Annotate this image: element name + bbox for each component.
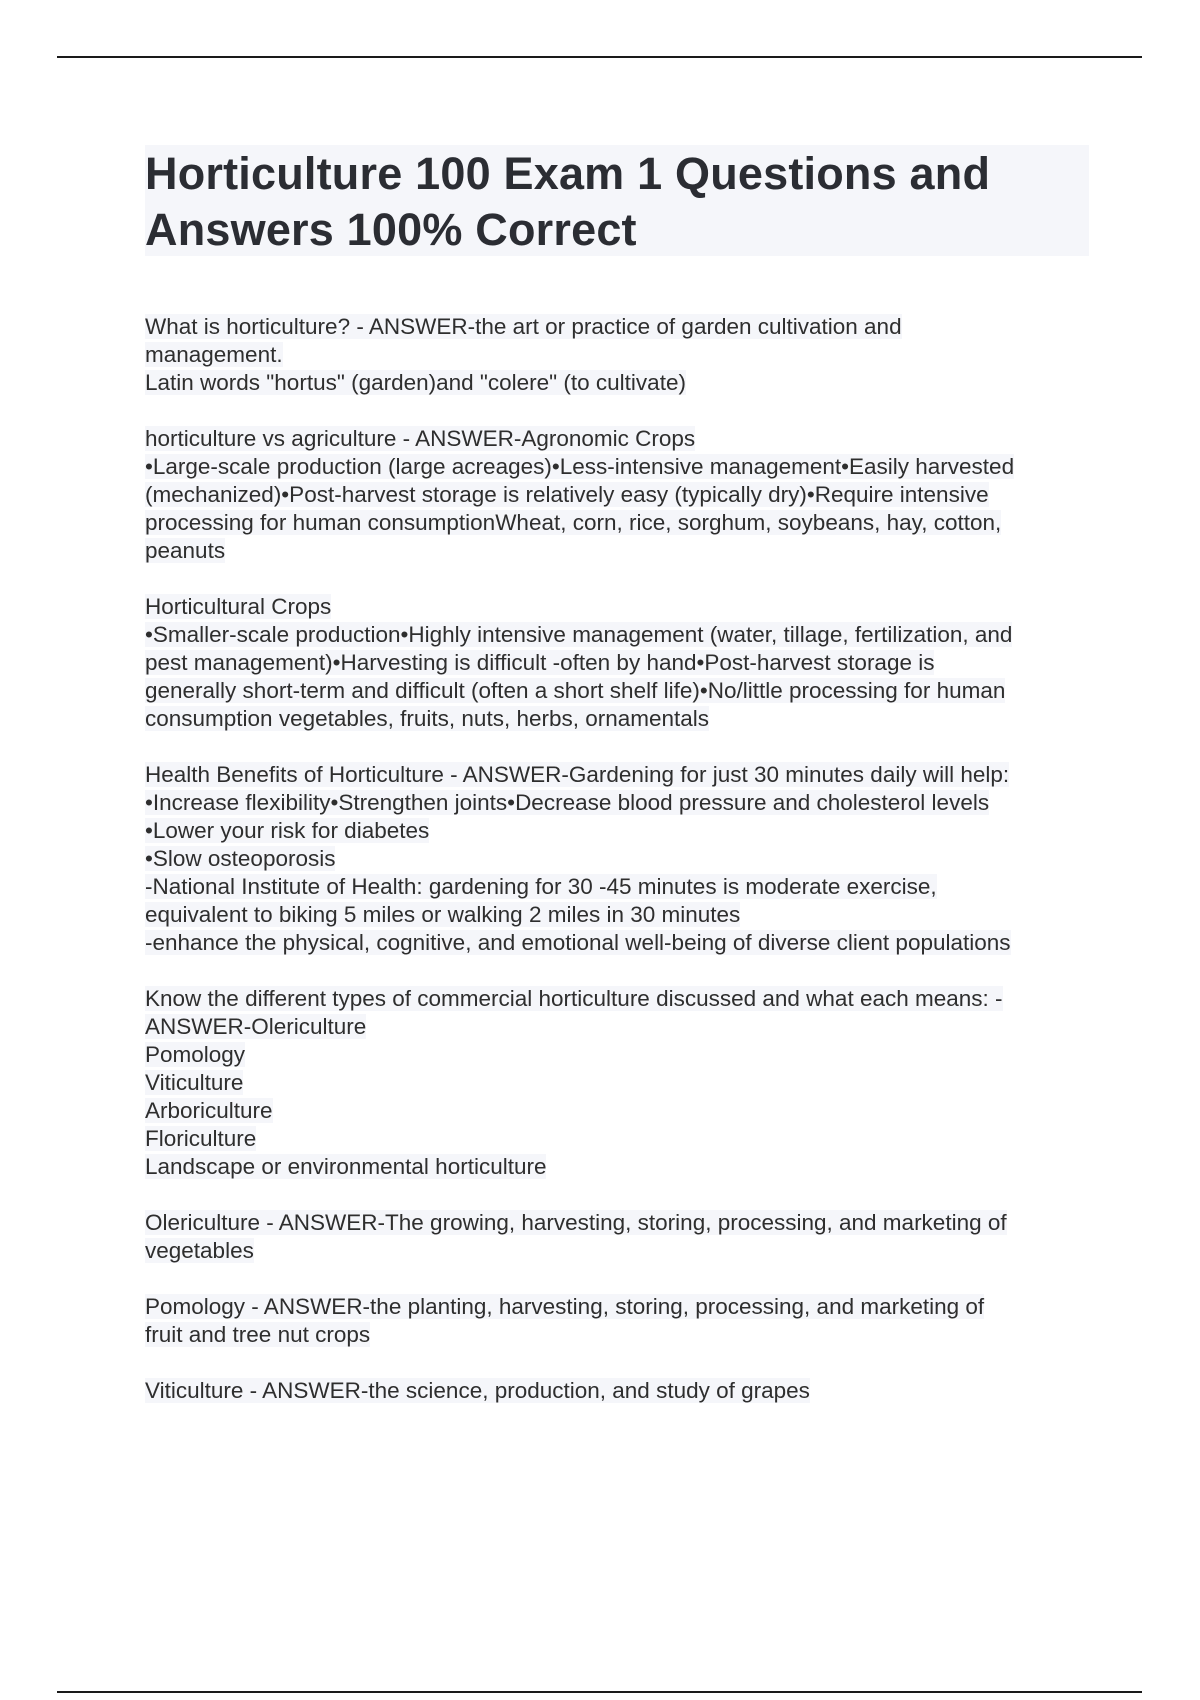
- text-line: peanuts: [145, 538, 226, 563]
- text-line: •Smaller-scale production•Highly intensive management (water, tillage, fertilization, and: [145, 622, 1013, 647]
- top-rule: [57, 56, 1142, 58]
- qa-content: [145, 313, 1095, 1433]
- text-line: Pomology: [145, 1042, 246, 1067]
- text-line: processing for human consumptionWheat, corn, rice, sorghum, soybeans, hay, cotton,: [145, 510, 1002, 535]
- text-line: management.: [145, 342, 283, 367]
- bottom-rule: [57, 1691, 1142, 1693]
- text-line: Viticulture - ANSWER-the science, production, and study of grapes: [145, 1378, 810, 1403]
- text-line: Olericulture - ANSWER-The growing, harvesting, storing, processing, and marketing of: [145, 1210, 1007, 1235]
- text-line: fruit and tree nut crops: [145, 1322, 371, 1347]
- text-line: -National Institute of Health: gardening for 30 -45 minutes is moderate exercise,: [145, 874, 937, 899]
- text-line: •Large-scale production (large acreages)•Less-intensive management•Easily harvested: [145, 454, 1015, 479]
- text-line: pest management)•Harvesting is difficult -often by hand•Post-harvest storage is: [145, 650, 935, 675]
- qa-entry: [145, 1209, 1095, 1265]
- text-line: What is horticulture? - ANSWER-the art or practice of garden cultivation and: [145, 314, 902, 339]
- text-line: ANSWER-Olericulture: [145, 1014, 367, 1039]
- text-line: Landscape or environmental horticulture: [145, 1154, 547, 1179]
- title-line: Horticulture 100 Exam 1 Questions and: [145, 148, 991, 199]
- text-line: -enhance the physical, cognitive, and emotional well-being of diverse client populations: [145, 930, 1011, 955]
- text-line: equivalent to biking 5 miles or walking 2 miles in 30 minutes: [145, 902, 741, 927]
- text-line: consumption vegetables, fruits, nuts, herbs, ornamentals: [145, 706, 710, 731]
- qa-entry: [145, 425, 1095, 565]
- text-line: Arboriculture: [145, 1098, 273, 1123]
- qa-entry: [145, 761, 1095, 957]
- text-line: Health Benefits of Horticulture - ANSWER-Gardening for just 30 minutes daily will help:: [145, 762, 1010, 787]
- qa-entry: [145, 1377, 1095, 1405]
- page-title: [145, 146, 1089, 258]
- qa-entry: [145, 593, 1095, 733]
- qa-entry: [145, 985, 1095, 1181]
- text-line: •Lower your risk for diabetes: [145, 818, 430, 843]
- qa-entry: [145, 313, 1095, 397]
- text-line: Viticulture: [145, 1070, 244, 1095]
- text-line: •Increase flexibility•Strengthen joints•Decrease blood pressure and cholesterol levels: [145, 790, 990, 815]
- text-line: generally short-term and difficult (often a short shelf life)•No/little processing for human: [145, 678, 1006, 703]
- text-line: Latin words "hortus" (garden)and "colere" (to cultivate): [145, 370, 686, 395]
- title-line: Answers 100% Correct: [145, 204, 637, 255]
- text-line: horticulture vs agriculture - ANSWER-Agronomic Crops: [145, 426, 696, 451]
- text-line: Horticultural Crops: [145, 594, 332, 619]
- text-line: •Slow osteoporosis: [145, 846, 336, 871]
- qa-entry: [145, 1293, 1095, 1349]
- text-line: Floriculture: [145, 1126, 257, 1151]
- text-line: Know the different types of commercial horticulture discussed and what each means: -: [145, 986, 1003, 1011]
- text-line: vegetables: [145, 1238, 254, 1263]
- text-line: (mechanized)•Post-harvest storage is relatively easy (typically dry)•Require intensive: [145, 482, 989, 507]
- text-line: Pomology - ANSWER-the planting, harvesting, storing, processing, and marketing of: [145, 1294, 985, 1319]
